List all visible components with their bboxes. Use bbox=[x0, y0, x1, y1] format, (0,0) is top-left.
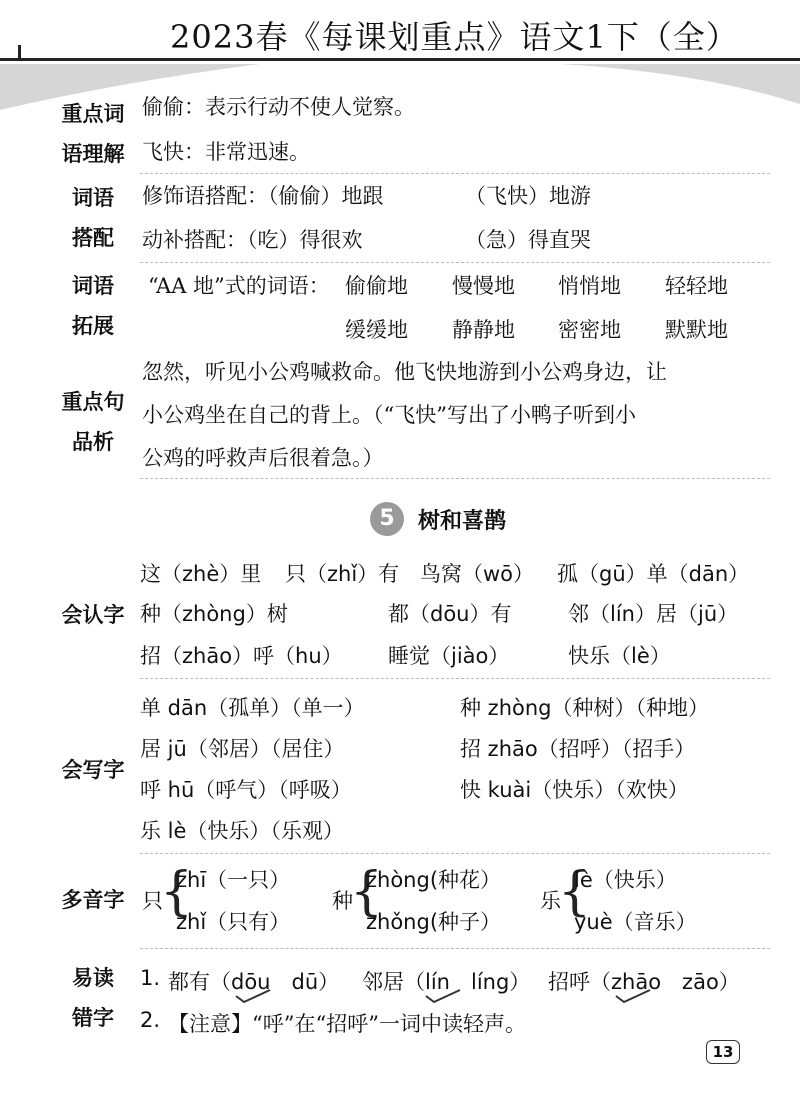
check-mark-icon bbox=[424, 988, 464, 1004]
mistake-pair: 邻居（lín líng） bbox=[362, 970, 531, 994]
recognize-item: 快乐（lè） bbox=[568, 644, 671, 668]
write-item: 居 jū（邻居）（居住） bbox=[140, 737, 345, 761]
polyphone-reading: zhòng(种花） bbox=[366, 868, 502, 892]
recognize-item: 睡觉（jiào） bbox=[388, 644, 510, 668]
divider bbox=[140, 173, 770, 174]
write-item: 快 kuài（快乐）（欢快） bbox=[460, 778, 689, 802]
page-number: 13 bbox=[706, 1040, 740, 1064]
recognize-label: 会认字 bbox=[61, 603, 125, 627]
collocation-item: 动补搭配：（吃）得很欢 bbox=[142, 228, 363, 252]
sentence-line: 小公鸡坐在自己的背上。（“飞快”写出了小鸭子听到小 bbox=[142, 403, 636, 427]
expansion-word: 默默地 bbox=[665, 318, 728, 342]
collocation-item: 修饰语搭配：（偷偷）地跟 bbox=[142, 184, 384, 208]
polyphone-reading: zhǒng(种子） bbox=[366, 910, 502, 934]
lesson-number-badge: 5 bbox=[370, 502, 404, 536]
expansion-word: 慢慢地 bbox=[452, 274, 515, 298]
mistakes-label: 易读 错字 bbox=[72, 966, 114, 1030]
header-rule bbox=[0, 58, 800, 61]
expansion-word: 轻轻地 bbox=[665, 274, 728, 298]
mistake-pair: 招呼（zhāo zāo） bbox=[548, 970, 740, 994]
divider bbox=[140, 478, 770, 479]
brace-icon: { bbox=[160, 862, 194, 922]
write-label: 会写字 bbox=[61, 758, 125, 782]
divider bbox=[140, 853, 770, 854]
collocation-item: （急）得直哭 bbox=[465, 228, 591, 252]
brace-icon: { bbox=[350, 862, 384, 922]
write-item: 种 zhòng（种树）（种地） bbox=[460, 696, 709, 720]
header-tick-mark bbox=[18, 45, 21, 59]
lesson-title: 树和喜鹊 bbox=[418, 509, 507, 534]
polyphone-label: 多音字 bbox=[61, 888, 125, 912]
recognize-item: 鸟窝（wō） bbox=[420, 562, 535, 586]
polyphone-reading: zhǐ（只有） bbox=[176, 910, 291, 934]
recognize-item: 孤（gū）单（dān） bbox=[557, 562, 750, 586]
expansion-intro: “AA 地”式的词语： bbox=[148, 274, 330, 298]
polyphone-char: 乐 bbox=[540, 889, 561, 913]
expansion-label: 词语 拓展 bbox=[72, 274, 114, 338]
expansion-word: 静静地 bbox=[452, 318, 515, 342]
key-words-label: 重点词 语理解 bbox=[61, 102, 125, 166]
definition-line: 飞快：非常迅速。 bbox=[142, 140, 310, 164]
recognize-item: 只（zhǐ）有 bbox=[285, 562, 400, 586]
write-item: 乐 lè（快乐）（乐观） bbox=[140, 819, 344, 843]
expansion-word: 缓缓地 bbox=[345, 318, 408, 342]
collocation-label: 词语 搭配 bbox=[72, 186, 114, 250]
recognize-item: 种（zhòng）树 bbox=[140, 602, 288, 626]
polyphone-char: 种 bbox=[332, 889, 353, 913]
mistake-number: 2. bbox=[140, 1008, 161, 1032]
expansion-word: 悄悄地 bbox=[558, 274, 621, 298]
write-item: 呼 hū（呼气）（呼吸） bbox=[140, 778, 352, 802]
mistake-number: 1. bbox=[140, 966, 161, 990]
sentence-analysis-label: 重点句 品析 bbox=[61, 390, 125, 454]
definition-line: 偷偷：表示行动不使人觉察。 bbox=[142, 95, 415, 119]
expansion-word: 偷偷地 bbox=[345, 274, 408, 298]
page-header-title: 2023春《每课划重点》语文1下（全） bbox=[170, 18, 739, 56]
polyphone-char: 只 bbox=[142, 889, 163, 913]
polyphone-reading: lè（快乐） bbox=[574, 868, 677, 892]
recognize-item: 邻（lín）居（jū） bbox=[568, 602, 739, 626]
sentence-line: 忽然，听见小公鸡喊救命。他飞快地游到小公鸡身边，让 bbox=[142, 360, 667, 384]
divider bbox=[140, 948, 770, 949]
expansion-word: 密密地 bbox=[558, 318, 621, 342]
sentence-line: 公鸡的呼救声后很着急。） bbox=[142, 446, 384, 470]
write-item: 单 dān（孤单）（单一） bbox=[140, 696, 365, 720]
mistake-note: 【注意】“呼”在“招呼”一词中读轻声。 bbox=[168, 1012, 526, 1036]
recognize-item: 招（zhāo）呼（hu） bbox=[140, 644, 343, 668]
divider bbox=[140, 678, 770, 679]
recognize-item: 这（zhè）里 bbox=[140, 562, 262, 586]
polyphone-reading: zhī（一只） bbox=[176, 868, 291, 892]
divider bbox=[140, 262, 770, 263]
collocation-item: （飞快）地游 bbox=[465, 184, 591, 208]
write-item: 招 zhāo（招呼）（招手） bbox=[460, 737, 696, 761]
recognize-item: 都（dōu）有 bbox=[388, 602, 512, 626]
mistake-pair: 都有（dōu dū） bbox=[168, 970, 340, 994]
check-mark-icon bbox=[614, 988, 654, 1004]
check-mark-icon bbox=[234, 988, 274, 1004]
polyphone-reading: yuè（音乐） bbox=[574, 910, 697, 934]
brace-icon: { bbox=[558, 862, 592, 922]
